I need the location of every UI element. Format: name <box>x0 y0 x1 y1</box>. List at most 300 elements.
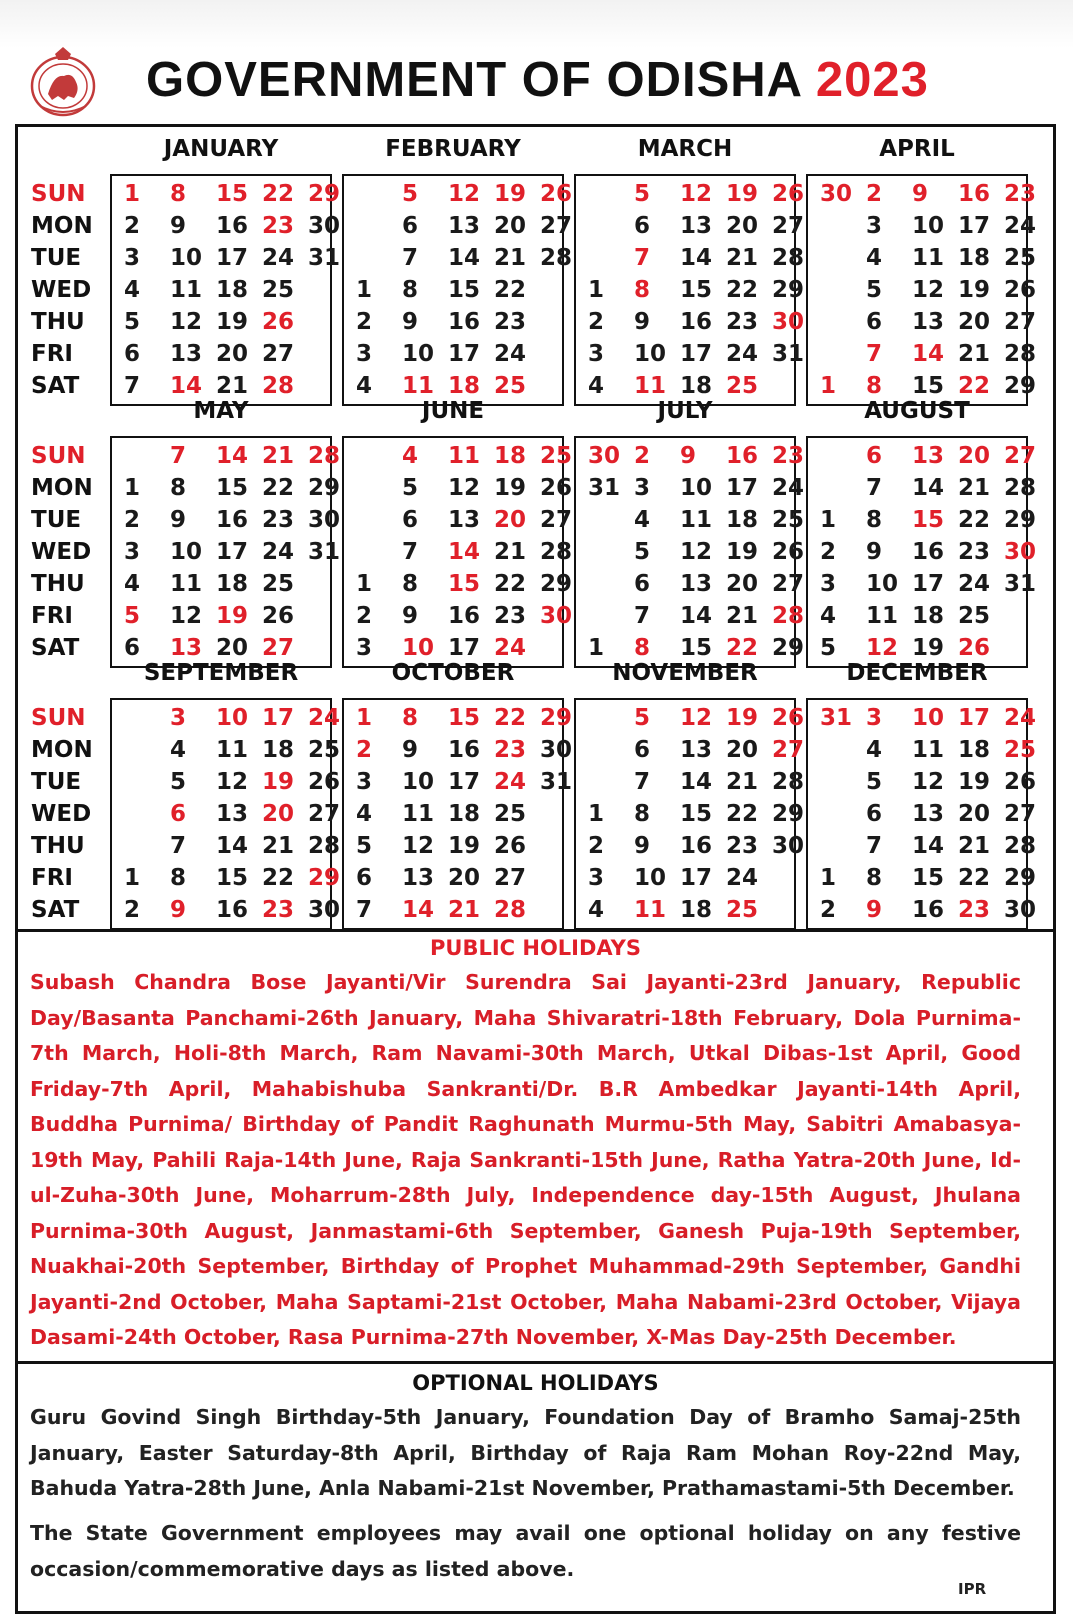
weekday-label: THU <box>31 571 85 597</box>
calendar-day: 17 <box>680 865 713 891</box>
calendar-day: 28 <box>262 373 295 399</box>
calendar-day: 26 <box>262 603 295 629</box>
optional-holidays-title: OPTIONAL HOLIDAYS <box>412 1371 659 1395</box>
calendar-day: 1 <box>124 181 141 207</box>
calendar-day: 19 <box>726 181 759 207</box>
calendar-day: 9 <box>866 539 883 565</box>
calendar-day: 20 <box>726 571 759 597</box>
calendar-day: 7 <box>170 833 187 859</box>
weekday-label: WED <box>31 277 92 303</box>
calendar-day: 1 <box>588 801 605 827</box>
calendar-day: 22 <box>494 571 527 597</box>
calendar-day: 3 <box>634 475 651 501</box>
weekday-label: THU <box>31 309 85 335</box>
month-name: NOVEMBER <box>612 660 758 686</box>
calendar-day: 2 <box>588 833 605 859</box>
calendar-day: 28 <box>494 897 527 923</box>
calendar-day: 17 <box>958 213 991 239</box>
calendar-day: 7 <box>866 833 883 859</box>
calendar-day: 24 <box>262 245 295 271</box>
calendar-day: 11 <box>866 603 899 629</box>
calendar-day: 20 <box>216 635 249 661</box>
calendar-day: 30 <box>820 181 853 207</box>
calendar-day: 8 <box>866 865 883 891</box>
calendar-day: 7 <box>356 897 373 923</box>
calendar-day: 24 <box>494 635 527 661</box>
calendar-day: 25 <box>262 571 295 597</box>
calendar-day: 23 <box>494 309 527 335</box>
calendar-day: 7 <box>634 603 651 629</box>
calendar-day: 26 <box>1004 769 1037 795</box>
calendar-day: 29 <box>772 277 805 303</box>
calendar-day: 15 <box>216 475 249 501</box>
calendar-day: 6 <box>402 213 419 239</box>
calendar-day: 31 <box>540 769 573 795</box>
month-name: SEPTEMBER <box>143 660 299 686</box>
calendar-day: 30 <box>1004 539 1037 565</box>
calendar-day: 8 <box>634 801 651 827</box>
calendar-day: 21 <box>216 373 249 399</box>
credit-mark: IPR <box>958 1580 987 1598</box>
calendar-day: 2 <box>356 309 373 335</box>
calendar-day: 17 <box>216 539 249 565</box>
calendar-day: 2 <box>356 603 373 629</box>
calendar-day: 23 <box>262 507 295 533</box>
calendar-day: 20 <box>494 213 527 239</box>
calendar-day: 24 <box>726 341 759 367</box>
calendar-day: 25 <box>1004 737 1037 763</box>
calendar-day: 9 <box>680 443 697 469</box>
calendar-day: 2 <box>588 309 605 335</box>
calendar-day: 30 <box>540 737 573 763</box>
top-band <box>0 0 1073 48</box>
calendar-day: 28 <box>1004 833 1037 859</box>
calendar-day: 31 <box>588 475 621 501</box>
calendar-day: 24 <box>308 705 341 731</box>
calendar-day: 9 <box>170 213 187 239</box>
calendar-day: 10 <box>634 341 667 367</box>
calendar-day: 27 <box>1004 801 1037 827</box>
calendar-day: 25 <box>494 373 527 399</box>
calendar-day: 24 <box>1004 213 1037 239</box>
calendar-day: 19 <box>216 603 249 629</box>
calendar-day: 25 <box>308 737 341 763</box>
calendar-day: 23 <box>494 603 527 629</box>
calendar-day: 28 <box>308 833 341 859</box>
calendar-day: 14 <box>448 539 481 565</box>
calendar-day: 9 <box>634 833 651 859</box>
calendar-day: 4 <box>634 507 651 533</box>
calendar-day: 25 <box>540 443 573 469</box>
calendar-day: 9 <box>634 309 651 335</box>
calendar-day: 11 <box>402 801 435 827</box>
weekday-label: SUN <box>31 443 86 469</box>
calendar-day: 2 <box>820 897 837 923</box>
calendar-day: 7 <box>634 245 651 271</box>
calendar-day: 27 <box>772 571 805 597</box>
divider-line <box>15 1361 1056 1364</box>
calendar-day: 27 <box>540 507 573 533</box>
calendar-day: 25 <box>772 507 805 533</box>
calendar-day: 26 <box>958 635 991 661</box>
calendar-day: 19 <box>726 539 759 565</box>
calendar-day: 2 <box>124 213 141 239</box>
calendar-day: 20 <box>958 801 991 827</box>
calendar-day: 27 <box>772 737 805 763</box>
calendar-day: 17 <box>216 245 249 271</box>
calendar-day: 10 <box>216 705 249 731</box>
calendar-day: 14 <box>448 245 481 271</box>
calendar-day: 26 <box>540 181 573 207</box>
calendar-day: 23 <box>772 443 805 469</box>
calendar-day: 13 <box>170 635 203 661</box>
calendar-day: 14 <box>912 833 945 859</box>
calendar-day: 8 <box>866 373 883 399</box>
calendar-day: 6 <box>124 635 141 661</box>
calendar-day: 28 <box>308 443 341 469</box>
calendar-day: 7 <box>402 539 419 565</box>
calendar-day: 10 <box>912 705 945 731</box>
calendar-day: 11 <box>170 277 203 303</box>
title-text: GOVERNMENT OF ODISHA <box>146 53 802 107</box>
calendar-day: 26 <box>308 769 341 795</box>
calendar-day: 28 <box>772 245 805 271</box>
calendar-day: 4 <box>124 277 141 303</box>
calendar-day: 1 <box>820 373 837 399</box>
calendar-day: 20 <box>958 309 991 335</box>
calendar-day: 17 <box>726 475 759 501</box>
calendar-day: 7 <box>866 475 883 501</box>
calendar-day: 24 <box>494 769 527 795</box>
calendar-day: 19 <box>958 277 991 303</box>
calendar-day: 22 <box>262 181 295 207</box>
calendar-day: 21 <box>262 443 295 469</box>
calendar-day: 5 <box>634 181 651 207</box>
calendar-day: 14 <box>216 443 249 469</box>
calendar-day: 22 <box>726 277 759 303</box>
calendar-day: 23 <box>494 737 527 763</box>
calendar-day: 30 <box>772 309 805 335</box>
calendar-day: 10 <box>402 769 435 795</box>
calendar-day: 26 <box>494 833 527 859</box>
calendar-day: 27 <box>494 865 527 891</box>
weekday-label: SAT <box>31 635 80 661</box>
calendar-day: 23 <box>958 897 991 923</box>
calendar-day: 7 <box>170 443 187 469</box>
calendar-day: 21 <box>726 603 759 629</box>
calendar-day: 9 <box>170 897 187 923</box>
calendar-day: 12 <box>170 309 203 335</box>
calendar-day: 10 <box>402 635 435 661</box>
calendar-day: 18 <box>680 897 713 923</box>
calendar-day: 17 <box>958 705 991 731</box>
calendar-day: 15 <box>912 507 945 533</box>
calendar-day: 11 <box>170 571 203 597</box>
odisha-emblem-icon <box>28 44 98 120</box>
optional-holidays-text: Guru Govind Singh Birthday-5th January, Foundation Day of Bramho Samaj-25th January, Easter Saturday-8th April, Birthday of Raja Ram Mohan Roy-22nd May, Bahuda Yatra-28th June, Anla Nabami-21st November, Prathamastami-5th December. <box>30 1405 1021 1500</box>
calendar-day: 1 <box>124 865 141 891</box>
calendar-day: 26 <box>772 181 805 207</box>
calendar-day: 12 <box>680 539 713 565</box>
calendar-day: 14 <box>680 603 713 629</box>
public-holidays-title: PUBLIC HOLIDAYS <box>430 936 641 960</box>
calendar-day: 3 <box>866 705 883 731</box>
calendar-day: 3 <box>356 341 373 367</box>
calendar-day: 29 <box>1004 507 1037 533</box>
calendar-day: 18 <box>262 737 295 763</box>
calendar-day: 18 <box>912 603 945 629</box>
calendar-day: 8 <box>402 571 419 597</box>
calendar-day: 2 <box>124 897 141 923</box>
calendar-day: 23 <box>726 309 759 335</box>
calendar-day: 18 <box>680 373 713 399</box>
calendar-day: 19 <box>494 181 527 207</box>
calendar-day: 22 <box>494 277 527 303</box>
calendar-day: 9 <box>402 603 419 629</box>
calendar-day: 26 <box>772 705 805 731</box>
calendar-day: 30 <box>1004 897 1037 923</box>
calendar-day: 4 <box>588 373 605 399</box>
calendar-day: 18 <box>958 737 991 763</box>
calendar-day: 19 <box>448 833 481 859</box>
calendar-day: 16 <box>216 213 249 239</box>
calendar-day: 26 <box>540 475 573 501</box>
calendar-day: 6 <box>402 507 419 533</box>
calendar-day: 22 <box>262 475 295 501</box>
calendar-day: 3 <box>588 865 605 891</box>
calendar-day: 9 <box>402 737 419 763</box>
calendar-day: 6 <box>866 443 883 469</box>
calendar-day: 20 <box>726 213 759 239</box>
calendar-day: 24 <box>958 571 991 597</box>
calendar-day: 27 <box>1004 309 1037 335</box>
calendar-day: 5 <box>866 769 883 795</box>
calendar-day: 13 <box>680 213 713 239</box>
calendar-day: 16 <box>680 833 713 859</box>
calendar-day: 12 <box>216 769 249 795</box>
calendar-day: 19 <box>958 769 991 795</box>
calendar-day: 18 <box>216 277 249 303</box>
calendar-day: 6 <box>634 571 651 597</box>
calendar-day: 10 <box>170 245 203 271</box>
weekday-label: MON <box>31 213 93 239</box>
calendar-day: 7 <box>124 373 141 399</box>
calendar-day: 29 <box>1004 865 1037 891</box>
calendar-day: 25 <box>958 603 991 629</box>
calendar-day: 3 <box>170 705 187 731</box>
calendar-day: 3 <box>124 539 141 565</box>
calendar-day: 6 <box>634 737 651 763</box>
calendar-day: 1 <box>356 571 373 597</box>
month-name: APRIL <box>879 136 955 162</box>
calendar-day: 20 <box>448 865 481 891</box>
calendar-day: 6 <box>170 801 187 827</box>
calendar-day: 15 <box>680 635 713 661</box>
calendar-day: 8 <box>634 635 651 661</box>
calendar-day: 19 <box>262 769 295 795</box>
calendar-day: 4 <box>356 373 373 399</box>
calendar-day: 4 <box>866 737 883 763</box>
calendar-day: 15 <box>216 865 249 891</box>
calendar-day: 28 <box>772 603 805 629</box>
calendar-day: 31 <box>1004 571 1037 597</box>
calendar-day: 13 <box>912 801 945 827</box>
calendar-day: 30 <box>308 213 341 239</box>
weekday-label: WED <box>31 539 92 565</box>
calendar-day: 6 <box>124 341 141 367</box>
calendar-day: 8 <box>170 475 187 501</box>
month-name: DECEMBER <box>846 660 988 686</box>
page-title <box>146 52 929 108</box>
calendar-day: 23 <box>1004 181 1037 207</box>
calendar-day: 4 <box>820 603 837 629</box>
calendar-day: 27 <box>772 213 805 239</box>
calendar-day: 1 <box>820 507 837 533</box>
calendar-day: 4 <box>588 897 605 923</box>
calendar-day: 29 <box>772 635 805 661</box>
calendar-day: 30 <box>588 443 621 469</box>
calendar-day: 5 <box>634 705 651 731</box>
calendar-day: 21 <box>958 341 991 367</box>
month-name: FEBRUARY <box>385 136 521 162</box>
calendar-day: 29 <box>308 475 341 501</box>
calendar-day: 29 <box>540 705 573 731</box>
calendar-day: 24 <box>262 539 295 565</box>
calendar-day: 21 <box>726 769 759 795</box>
calendar-day: 27 <box>308 801 341 827</box>
calendar-day: 12 <box>912 277 945 303</box>
calendar-day: 27 <box>262 635 295 661</box>
month-name: OCTOBER <box>391 660 515 686</box>
calendar-day: 23 <box>958 539 991 565</box>
calendar-day: 9 <box>402 309 419 335</box>
calendar-day: 22 <box>958 373 991 399</box>
calendar-day: 14 <box>680 769 713 795</box>
calendar-day: 18 <box>726 507 759 533</box>
calendar-day: 31 <box>308 245 341 271</box>
calendar-day: 22 <box>494 705 527 731</box>
calendar-day: 5 <box>124 309 141 335</box>
calendar-day: 6 <box>866 309 883 335</box>
calendar-day: 8 <box>170 181 187 207</box>
calendar-day: 17 <box>448 635 481 661</box>
calendar-day: 27 <box>262 341 295 367</box>
calendar-day: 21 <box>958 475 991 501</box>
calendar-day: 18 <box>448 373 481 399</box>
calendar-day: 13 <box>680 571 713 597</box>
calendar-day: 16 <box>726 443 759 469</box>
calendar-day: 19 <box>494 475 527 501</box>
calendar-day: 10 <box>402 341 435 367</box>
calendar-day: 24 <box>772 475 805 501</box>
calendar-day: 5 <box>356 833 373 859</box>
calendar-day: 18 <box>216 571 249 597</box>
calendar-day: 11 <box>912 245 945 271</box>
weekday-label: TUE <box>31 245 82 271</box>
calendar-day: 30 <box>308 507 341 533</box>
calendar-day: 20 <box>494 507 527 533</box>
calendar-day: 20 <box>958 443 991 469</box>
calendar-day: 23 <box>262 897 295 923</box>
calendar-day: 20 <box>726 737 759 763</box>
calendar-day: 1 <box>124 475 141 501</box>
calendar-day: 23 <box>262 213 295 239</box>
calendar-day: 10 <box>170 539 203 565</box>
calendar-day: 16 <box>448 737 481 763</box>
calendar-day: 16 <box>448 603 481 629</box>
calendar-day: 15 <box>912 373 945 399</box>
calendar-day: 22 <box>262 865 295 891</box>
calendar-day: 27 <box>540 213 573 239</box>
calendar-day: 5 <box>170 769 187 795</box>
calendar-day: 4 <box>402 443 419 469</box>
calendar-day: 13 <box>216 801 249 827</box>
calendar-day: 29 <box>308 181 341 207</box>
calendar-day: 3 <box>866 213 883 239</box>
calendar-day: 12 <box>402 833 435 859</box>
calendar-day: 17 <box>912 571 945 597</box>
calendar-day: 24 <box>726 865 759 891</box>
calendar-day: 29 <box>772 801 805 827</box>
calendar-day: 1 <box>588 635 605 661</box>
calendar-day: 12 <box>448 181 481 207</box>
calendar-day: 10 <box>912 213 945 239</box>
calendar-day: 15 <box>680 277 713 303</box>
calendar-day: 5 <box>402 181 419 207</box>
calendar-day: 22 <box>958 865 991 891</box>
calendar-day: 15 <box>912 865 945 891</box>
calendar-day: 4 <box>866 245 883 271</box>
calendar-day: 27 <box>1004 443 1037 469</box>
calendar-day: 12 <box>448 475 481 501</box>
calendar-day: 15 <box>448 277 481 303</box>
calendar-day: 15 <box>448 705 481 731</box>
weekday-label: MON <box>31 475 93 501</box>
calendar-day: 3 <box>588 341 605 367</box>
calendar-day: 20 <box>262 801 295 827</box>
calendar-day: 6 <box>356 865 373 891</box>
calendar-day: 18 <box>494 443 527 469</box>
calendar-day: 20 <box>216 341 249 367</box>
calendar-day: 21 <box>448 897 481 923</box>
calendar-day: 29 <box>1004 373 1037 399</box>
calendar-day: 2 <box>820 539 837 565</box>
weekday-label: THU <box>31 833 85 859</box>
calendar-day: 28 <box>1004 475 1037 501</box>
month-name: MAY <box>193 398 249 424</box>
calendar-day: 11 <box>402 373 435 399</box>
calendar-day: 9 <box>170 507 187 533</box>
calendar-day: 11 <box>634 373 667 399</box>
calendar-day: 31 <box>820 705 853 731</box>
calendar-day: 12 <box>170 603 203 629</box>
calendar-day: 21 <box>726 245 759 271</box>
calendar-day: 19 <box>912 635 945 661</box>
weekday-label: SAT <box>31 897 80 923</box>
calendar-day: 4 <box>170 737 187 763</box>
weekday-label: TUE <box>31 507 82 533</box>
calendar-day: 30 <box>772 833 805 859</box>
calendar-day: 16 <box>448 309 481 335</box>
calendar-day: 11 <box>912 737 945 763</box>
calendar-day: 11 <box>680 507 713 533</box>
calendar-day: 16 <box>216 507 249 533</box>
calendar-day: 2 <box>124 507 141 533</box>
calendar-day: 11 <box>216 737 249 763</box>
calendar-day: 9 <box>912 181 929 207</box>
calendar-day: 31 <box>772 341 805 367</box>
title-year: 2023 <box>815 53 929 107</box>
